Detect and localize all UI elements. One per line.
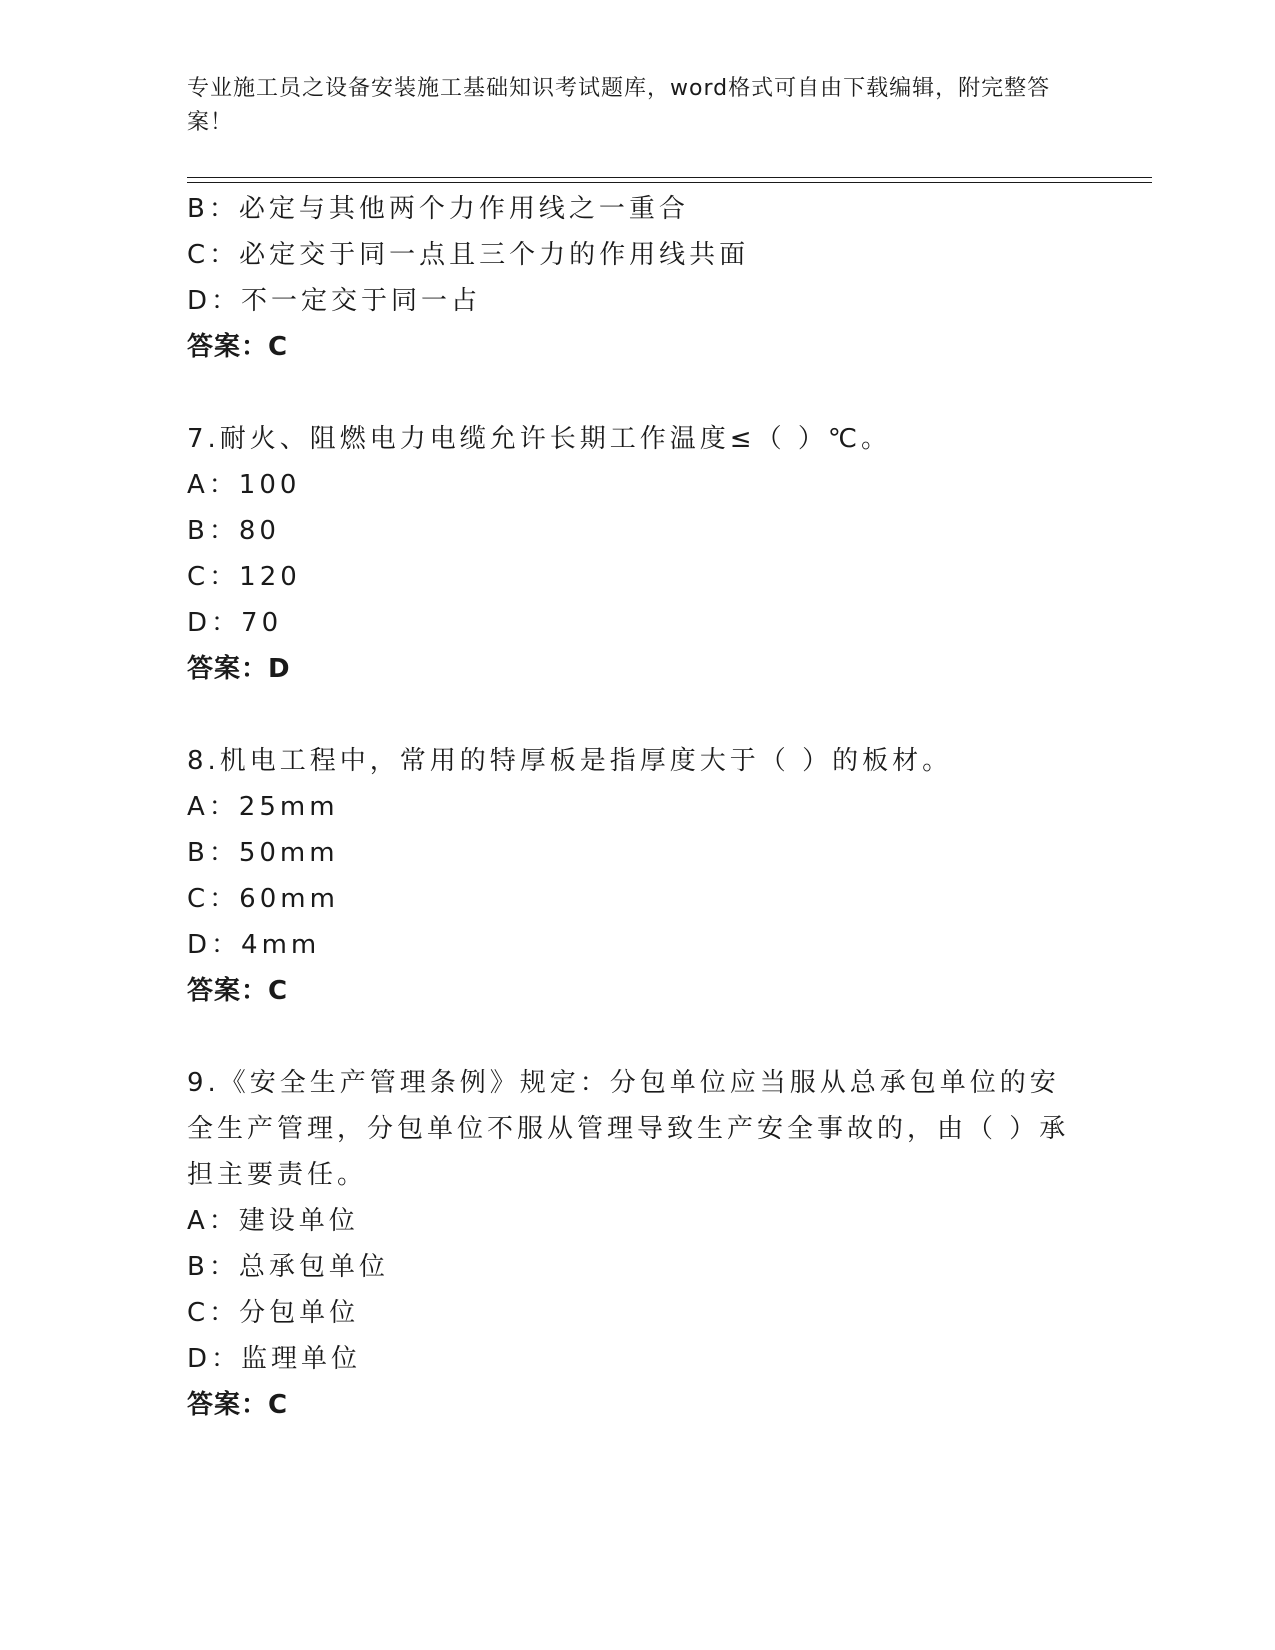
option-b: B：80 [187,516,280,546]
answer: 答案：D [187,654,291,684]
option-c: C：60mm [187,884,339,914]
question-text: 9.《安全生产管理条例》规定：分包单位应当服从总承包单位的安全生产管理，分包单位不服从管理导致生产安全事故的，由（ ）承担主要责任。 [187,1068,1070,1190]
question-7-block [187,416,1087,692]
spacer [187,692,1087,738]
option-d: D：不一定交于同一占 [187,286,482,316]
question-6-block [187,186,1087,370]
option-c: C：必定交于同一点且三个力的作用线共面 [187,240,750,270]
option-b: B：50mm [187,838,339,868]
document-body [187,186,1087,1428]
option-c: C：120 [187,562,301,592]
spacer [187,1014,1087,1060]
answer: 答案：C [187,976,289,1006]
option-b: B：总承包单位 [187,1252,389,1282]
question-text: 8.机电工程中，常用的特厚板是指厚度大于（ ）的板材。 [187,746,953,776]
header-rule-top [187,177,1152,178]
option-a: A：100 [187,470,301,500]
question-9-block [187,1060,1087,1428]
option-d: D：4mm [187,930,321,960]
option-b: B：必定与其他两个力作用线之一重合 [187,194,689,224]
option-a: A：建设单位 [187,1206,359,1236]
option-d: D：70 [187,608,283,638]
answer: 答案：C [187,332,289,362]
option-c: C：分包单位 [187,1298,360,1328]
spacer [187,370,1087,416]
answer: 答案：C [187,1390,289,1420]
option-d: D：监理单位 [187,1344,362,1374]
document-header: 专业施工员之设备安装施工基础知识考试题库，word格式可自由下载编辑，附完整答案！ [187,76,1051,135]
header-rule-bottom [187,182,1152,183]
question-8-block [187,738,1087,1014]
question-text: 7.耐火、阻燃电力电缆允许长期工作温度≤（ ）℃。 [187,424,892,454]
option-a: A：25mm [187,792,339,822]
